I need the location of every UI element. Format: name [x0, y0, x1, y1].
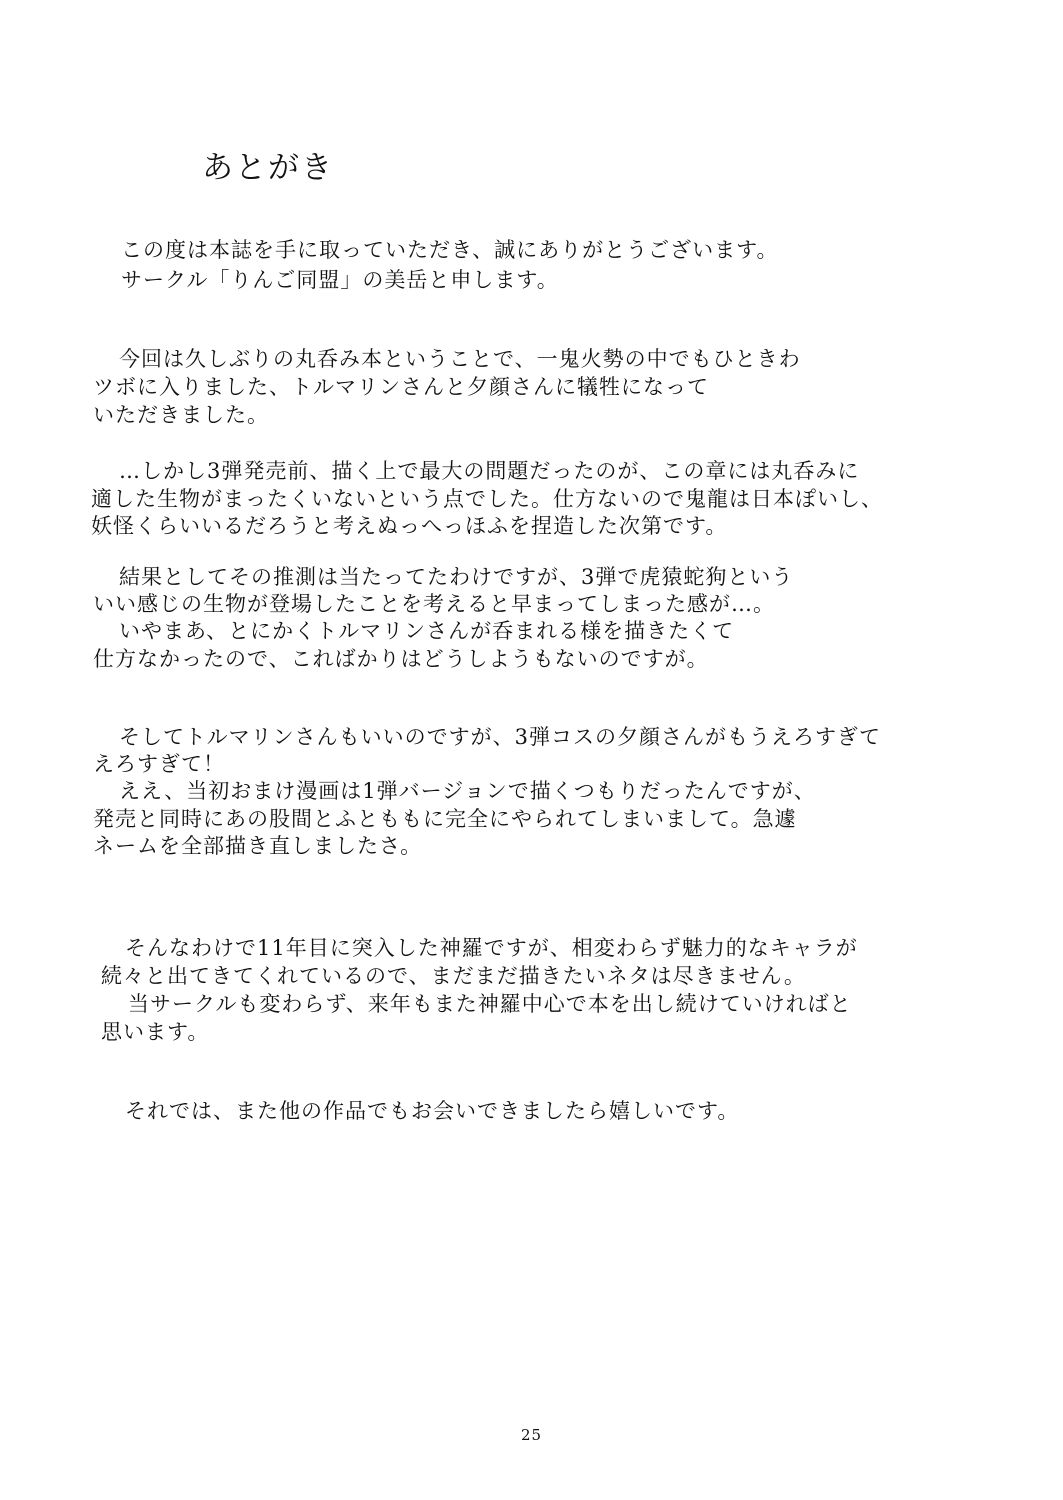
paragraph-line: …しかし3弾発売前、描く上で最大の問題だったのが、この章には丸呑みに — [119, 459, 860, 483]
paragraph-line: いい感じの生物が登場したことを考えると早まってしまった感が…。 — [93, 592, 775, 616]
paragraph-line: ええ、当初おまけ漫画は1弾バージョンで描くつもりだったんですが、 — [119, 779, 816, 803]
paragraph-line: いただきました。 — [93, 403, 269, 427]
paragraph-line: いやまあ、とにかくトルマリンさんが呑まれる様を描きたくて — [119, 619, 735, 643]
paragraph-line: えろすぎて！ — [93, 752, 225, 776]
paragraph-line: 続々と出てきてくれているので、まだまだ描きたいネタは尽きません。 — [101, 964, 806, 988]
paragraph-line: 思います。 — [101, 1020, 210, 1044]
paragraph-line: 適した生物がまったくいないという点でした。仕方ないので鬼龍は日本ぽいし、 — [91, 487, 883, 511]
paragraph-line: この度は本誌を手に取っていただき、誠にありがとうございます。 — [121, 238, 779, 262]
paragraph-line: サークル「りんご同盟」の美岳と申します。 — [121, 268, 559, 292]
page-title: あとがき — [202, 150, 334, 186]
paragraph-line: 妖怪くらいいるだろうと考えぬっへっほふを捏造した次第です。 — [91, 514, 728, 538]
page-number: 25 — [520, 1426, 543, 1444]
paragraph-line: それでは、また他の作品でもお会いできましたら嬉しいです。 — [125, 1099, 740, 1123]
paragraph-line: 当サークルも変わらず、来年もまた神羅中心で本を出し続けていければと — [128, 992, 852, 1016]
paragraph-line: 発売と同時にあの股間とふとももに完全にやられてしまいまして。急遽 — [93, 807, 797, 831]
paragraph-line: そんなわけで11年目に突入した神羅ですが、相変わらず魅力的なキャラが — [125, 936, 858, 960]
paragraph-line: ツボに入りました、トルマリンさんと夕顔さんに犠牲になって — [93, 375, 709, 399]
paragraph-line: ネームを全部描き直しましたさ。 — [93, 834, 423, 858]
paragraph-line: 仕方なかったので、こればかりはどうしようもないのですが。 — [93, 647, 709, 671]
paragraph-line: そしてトルマリンさんもいいのですが、3弾コスの夕顔さんがもうえろすぎて — [119, 725, 881, 749]
paragraph-line: 結果としてその推測は当たってたわけですが、3弾で虎猿蛇狗という — [119, 565, 794, 589]
paragraph-line: 今回は久しぶりの丸呑み本ということで、一鬼火勢の中でもひときわ — [119, 347, 801, 371]
